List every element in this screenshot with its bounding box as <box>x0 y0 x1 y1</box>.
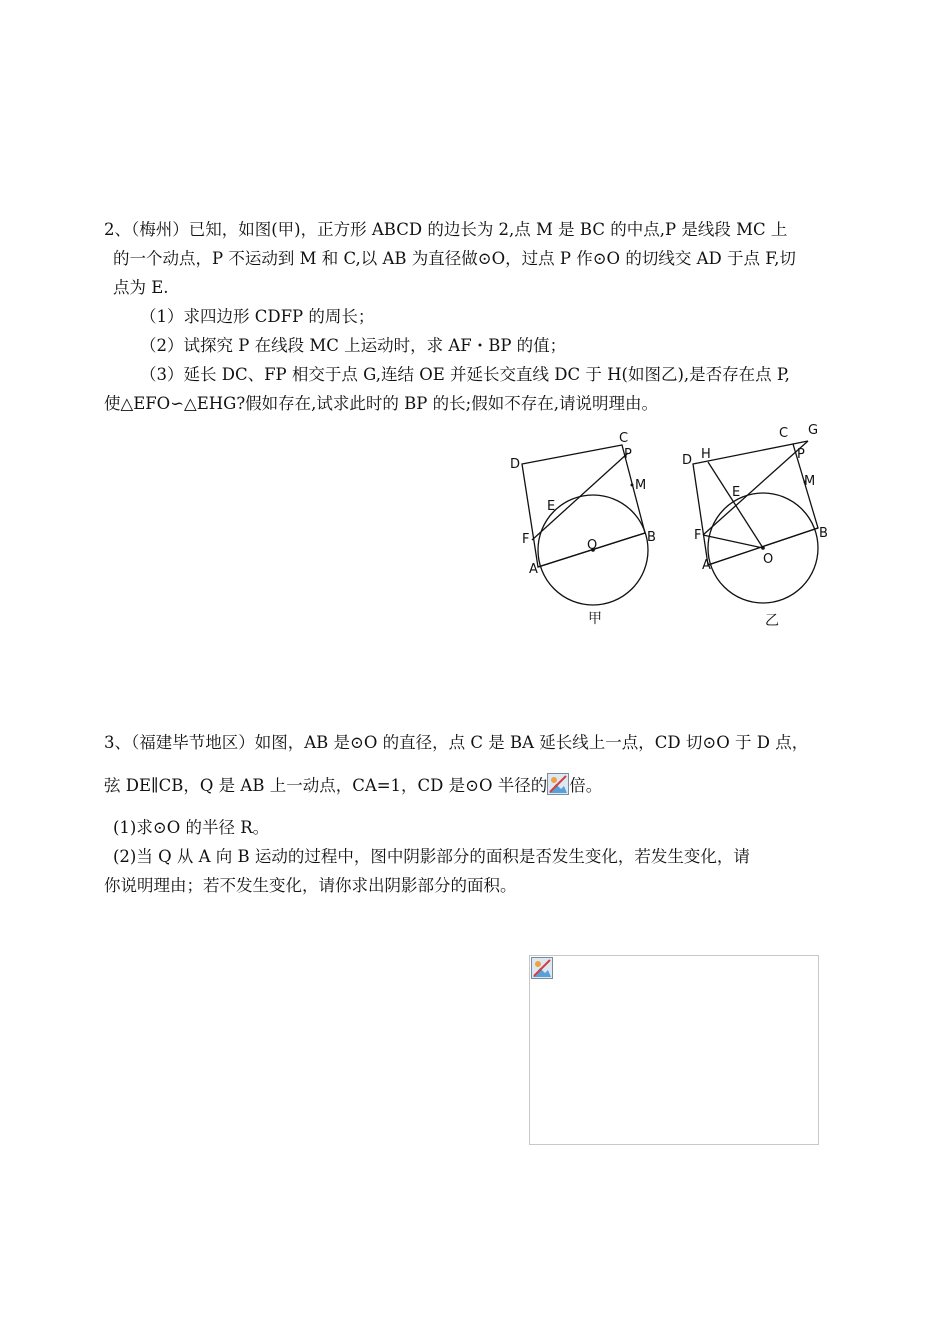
problem2-line1: 2、（梅州）已知，如图(甲)，正方形 ABCD 的边长为 2,点 M 是 BC 的中点,P 是线段 MC 上 <box>104 220 788 239</box>
label-f: F <box>694 528 702 543</box>
label-e: E <box>732 485 741 500</box>
label-a: A <box>529 562 538 577</box>
problem2-line3: 点为 E. <box>113 278 169 297</box>
label-h: H <box>701 447 711 462</box>
problem3-line1: 3、（福建毕节地区）如图，AB 是⊙O 的直径，点 C 是 BA 延长线上一点，CD 切⊙O 于 D 点， <box>104 733 809 752</box>
label-m: M <box>635 478 647 493</box>
segment-fo <box>703 535 763 548</box>
problem3-line2-after: 倍。 <box>569 776 603 795</box>
broken-image-icon <box>531 957 553 979</box>
figure-yi <box>675 420 835 635</box>
point-m <box>631 484 634 487</box>
caption-jia: 甲 <box>588 611 602 627</box>
image-placeholder <box>529 955 819 1145</box>
center-point-o <box>761 546 765 550</box>
label-e: E <box>547 499 556 514</box>
problem2-question1: （1）求四边形 CDFP 的周长； <box>140 307 375 326</box>
label-g: G <box>808 423 819 438</box>
label-c: C <box>779 426 789 441</box>
label-o: O <box>587 538 598 553</box>
label-o: O <box>763 552 774 567</box>
problem3-line2 <box>104 773 602 797</box>
problem3-line2-before: 弦 DE∥CB，Q 是 AB 上一动点，CA=1，CD 是⊙O 半径的 <box>104 776 548 795</box>
problem3-question1: (1)求⊙O 的半径 R。 <box>113 818 270 837</box>
label-f: F <box>522 532 530 547</box>
tangent-fg <box>703 441 808 535</box>
tangent-fp <box>532 453 628 540</box>
label-a: A <box>702 558 711 573</box>
line-oh <box>708 462 763 548</box>
caption-yi: 乙 <box>765 613 779 629</box>
label-b: B <box>647 530 656 545</box>
problem2-question3-line2: 使△EFO∽△EHG?假如存在,试求此时的 BP 的长;假如不存在,请说明理由。 <box>104 394 658 413</box>
problem3-question2-line1: (2)当 Q 从 A 向 B 运动的过程中，图中阴影部分的面积是否发生变化，若发生变化，请 <box>113 847 750 866</box>
label-d: D <box>682 453 693 468</box>
label-m: M <box>804 474 816 489</box>
label-b: B <box>819 526 828 541</box>
problem2-question3-line1: （3）延长 DC、FP 相交于点 G,连结 OE 并延长交直线 DC 于 H(如图乙),是否存在点 P, <box>140 365 790 384</box>
label-d: D <box>510 457 521 472</box>
broken-image-icon <box>547 773 569 795</box>
label-p: P <box>624 447 632 462</box>
problem2-line2: 的一个动点，P 不运动到 M 和 C,以 AB 为直径做⊙O，过点 P 作⊙O 的切线交 AD 于点 F,切 <box>113 249 796 268</box>
problem3-question2-line2: 你说明理由；若不发生变化，请你求出阴影部分的面积。 <box>104 876 517 895</box>
label-p: P <box>797 447 805 462</box>
problem2-question2: （2）试探究 P 在线段 MC 上运动时，求 AF・BP 的值； <box>140 336 567 355</box>
figure-jia <box>500 420 680 635</box>
label-c: C <box>619 431 629 446</box>
